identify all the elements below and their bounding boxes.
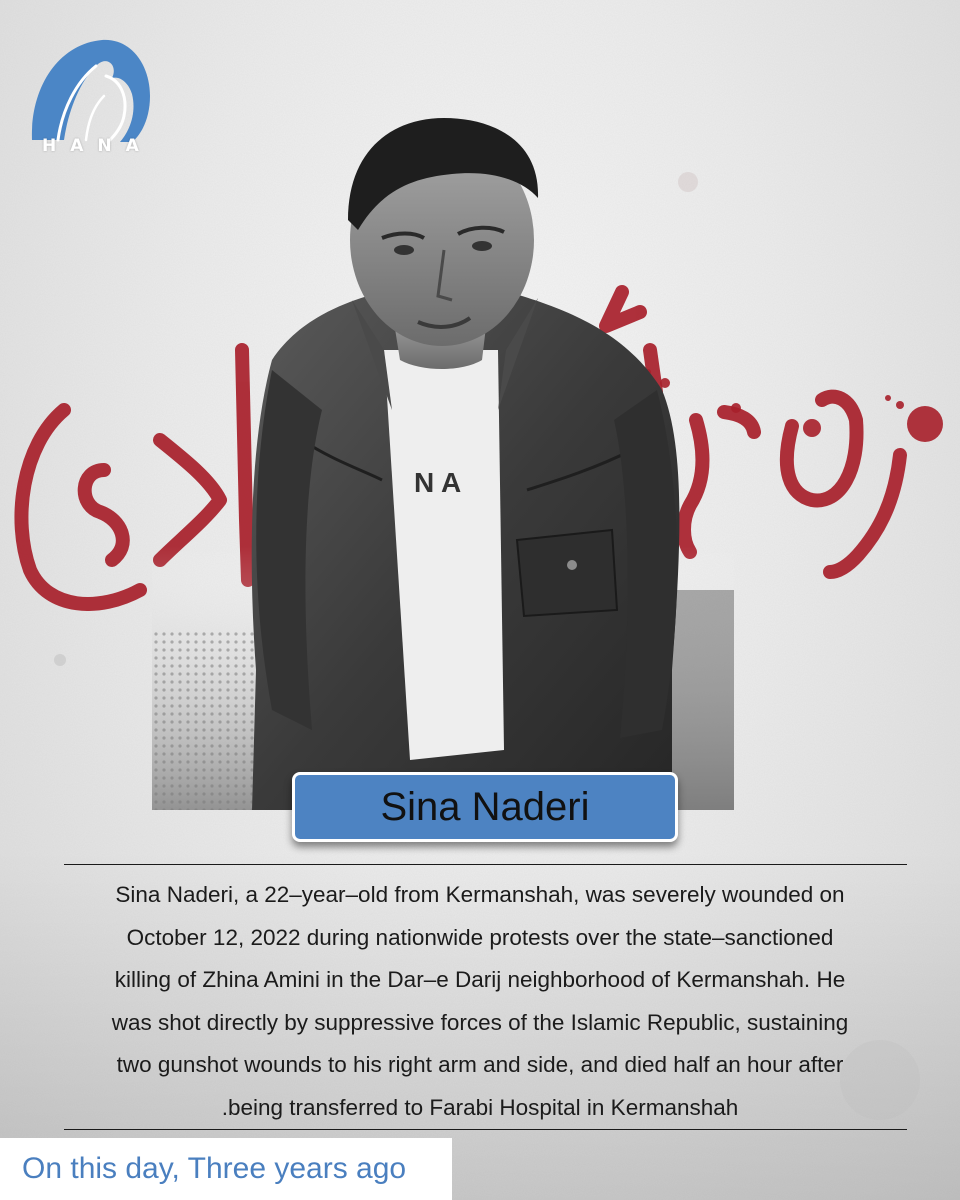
person-name: Sina Naderi [380,785,590,829]
divider-bottom [64,1129,907,1130]
dove-icon [28,36,152,146]
footer-label: On this day, Three years ago [22,1152,407,1185]
description-line: Sina Naderi, a 22–year–old from Kermanshah, was severely wounded on [115,882,845,907]
portrait-photo [152,110,734,810]
description-line: two gunshot wounds to his right arm and side, and died half an hour after [116,1052,844,1077]
footer-label-box [0,1138,452,1200]
hana-logo [28,36,152,160]
logo-wordmark: HANA [42,136,153,156]
svg-text:N A: N A [414,467,462,498]
description-line: was shot directly by suppressive forces of the Islamic Republic, sustaining [111,1009,849,1035]
description-line: killing of Zhina Amini in the Dar–e Darij neighborhood of Kermanshah. He [114,967,846,992]
divider-top [64,864,907,865]
description-text [36,874,924,1129]
name-banner [292,772,678,842]
description-line: .being transferred to Farabi Hospital in Kermanshah [221,1094,739,1120]
description-line: October 12, 2022 during nationwide protests over the state–sanctioned [126,924,834,950]
